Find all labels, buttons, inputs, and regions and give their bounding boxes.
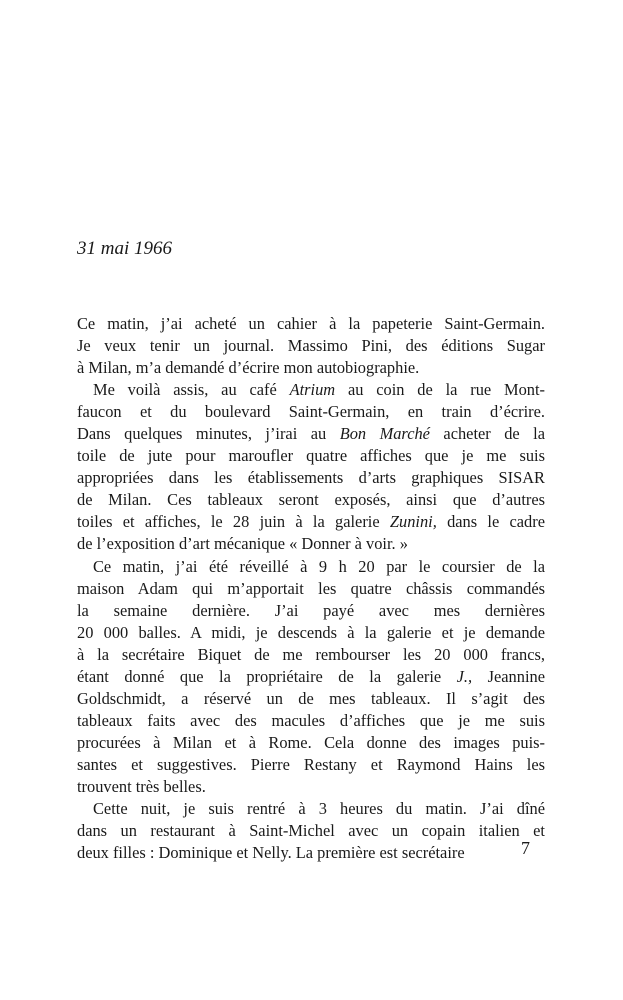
text-line [77, 776, 545, 798]
text-line [77, 489, 545, 511]
text-segment: dans le cadre [436, 512, 545, 532]
text-segment: Ce matin, j’ai acheté un cahier à la papeterie Saint-Germain. [77, 314, 545, 333]
text-segment: toiles et affiches, le 28 juin à la galerie [77, 512, 390, 532]
text-line [77, 379, 545, 401]
page-number: 7 [521, 838, 530, 858]
text-line [77, 467, 545, 489]
text-segment: procurées à Milan et à Rome. Cela donne des images puis- [77, 732, 545, 752]
text-segment: de l’exposition d’art mécanique « Donner à voir. » [77, 534, 408, 554]
entry-date: 31 mai 1966 [77, 238, 172, 259]
text-line [77, 423, 545, 445]
text-line [77, 445, 545, 467]
text-line [77, 820, 545, 842]
text-line [77, 798, 545, 820]
text-segment: à Milan, m’a demandé d’écrire mon autobiographie. [77, 358, 420, 378]
text-line [77, 401, 545, 423]
text-line [77, 732, 545, 754]
text-line [77, 688, 545, 710]
text-line [77, 511, 545, 533]
text-line [77, 710, 545, 732]
text-segment: Cette nuit, je suis rentré à 3 heures du matin. J’ai dîné [93, 799, 545, 819]
text-segment: faucon et du boulevard Saint-Germain, en train d’écrire. [77, 402, 545, 422]
text-segment: maison Adam qui m’apportait les quatre châssis commandés [77, 578, 545, 598]
italic-title: Bon Marché [339, 424, 430, 444]
text-segment: la semaine dernière. J’ai payé avec mes dernières [77, 600, 545, 620]
text-segment: à la secrétaire Biquet de me rembourser les 20 000 francs, [77, 644, 545, 664]
text-segment: deux filles : Dominique et Nelly. La première est secrétaire [77, 843, 465, 863]
text-line [77, 578, 545, 600]
text-segment: santes et suggestives. Pierre Restany et Raymond Hains les [77, 754, 545, 774]
text-line [77, 600, 545, 622]
text-segment: acheter de la [429, 424, 545, 444]
body-text [77, 313, 545, 864]
text-segment: appropriées dans les établissements d’arts graphiques SISAR [77, 468, 545, 488]
text-segment: Goldschmidt, a réservé un de mes tableaux. Il s’agit des [77, 688, 545, 708]
text-segment: Je veux tenir un journal. Massimo Pini, des éditions Sugar [77, 336, 545, 356]
text-segment: étant donné que la propriétaire de la galerie [77, 666, 457, 686]
text-segment: Dans quelques minutes, j’irai au [77, 424, 340, 444]
text-line [77, 622, 545, 644]
paragraph [77, 379, 545, 555]
text-segment: trouvent très belles. [77, 776, 206, 796]
text-segment: tableaux faits avec des macules d’affiches que je me suis [77, 710, 545, 730]
text-line [77, 644, 545, 666]
text-line [77, 335, 545, 357]
paragraph [77, 798, 545, 864]
text-segment: au coin de la rue Mont- [335, 380, 545, 400]
text-line [77, 842, 545, 864]
italic-title: Zunini, [389, 512, 437, 532]
text-segment: Ce matin, j’ai été réveillé à 9 h 20 par le coursier de la [93, 556, 545, 576]
italic-title: Atrium [289, 380, 336, 400]
paragraph [77, 313, 545, 379]
text-segment: dans un restaurant à Saint-Michel avec un copain italien et [77, 821, 545, 841]
text-line [77, 533, 545, 555]
text-segment: Me voilà assis, au café [93, 380, 290, 400]
text-segment: de Milan. Ces tableaux seront exposés, ainsi que d’autres [77, 490, 545, 510]
text-line [77, 313, 545, 335]
text-line [77, 556, 545, 578]
italic-title: J., [456, 666, 473, 686]
text-segment: Jeannine [472, 666, 545, 686]
text-line [77, 357, 545, 379]
text-line [77, 754, 545, 776]
text-segment: 20 000 balles. A midi, je descends à la galerie et je demande [77, 622, 545, 642]
text-line [77, 666, 545, 688]
text-segment: toile de jute pour maroufler quatre affiches que je me suis [77, 446, 545, 466]
paragraph [77, 556, 545, 799]
